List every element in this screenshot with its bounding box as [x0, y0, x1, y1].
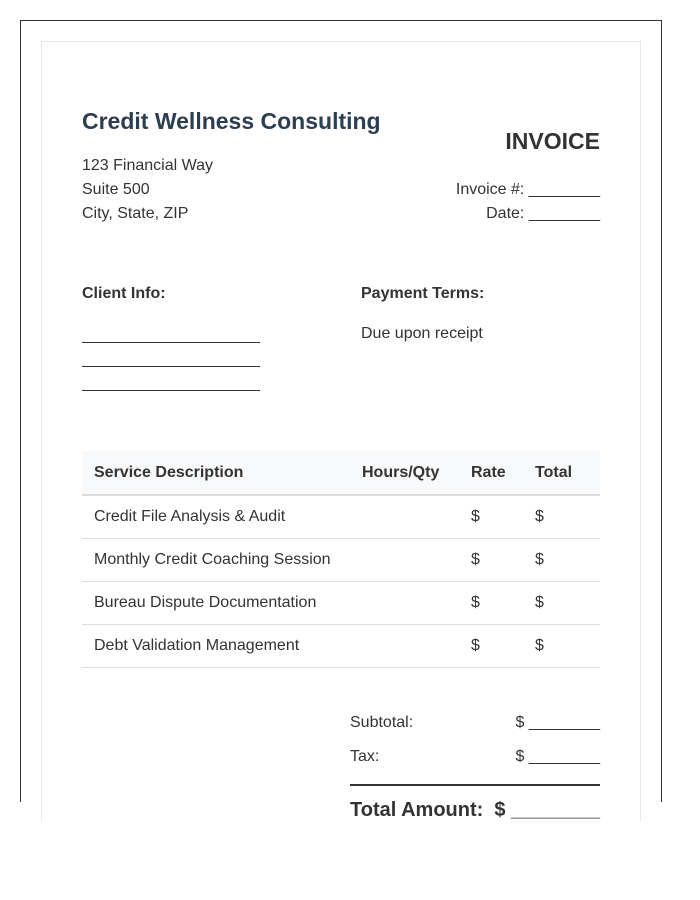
address-line-city: City, State, ZIP — [82, 205, 189, 222]
total-cell: $ — [535, 624, 600, 667]
payment-terms-heading: Payment Terms: — [361, 285, 485, 302]
client-blank-line — [82, 366, 260, 367]
rate-cell: $ — [471, 624, 535, 667]
service-description-cell: Bureau Dispute Documentation — [82, 581, 362, 624]
rate-cell: $ — [471, 581, 535, 624]
service-description-cell: Credit File Analysis & Audit — [82, 495, 362, 538]
payment-terms-text: Due upon receipt — [361, 325, 483, 342]
header-total: Total — [535, 451, 600, 495]
header-rate: Rate — [471, 451, 535, 495]
service-description-cell: Monthly Credit Coaching Session — [82, 538, 362, 581]
header-hours-qty: Hours/Qty — [362, 451, 471, 495]
page-frame — [20, 20, 662, 821]
invoice-sheet — [41, 41, 641, 821]
subtotal-label: Subtotal: — [350, 714, 414, 731]
service-description-cell: Debt Validation Management — [82, 624, 362, 667]
client-blank-line — [82, 390, 260, 391]
client-blank-line — [82, 342, 260, 343]
services-table — [82, 451, 600, 668]
total-amount-value: $ ________ — [494, 799, 600, 821]
table-header-row — [82, 451, 600, 495]
total-cell: $ — [535, 581, 600, 624]
company-name: Credit Wellness Consulting — [82, 108, 381, 134]
table-row — [82, 495, 600, 538]
total-amount-label: Total Amount: — [350, 799, 484, 821]
tax-value: $ ________ — [515, 748, 600, 765]
total-cell: $ — [535, 538, 600, 581]
total-cell: $ — [535, 495, 600, 538]
rate-cell: $ — [471, 538, 535, 581]
address-line-suite: Suite 500 — [82, 181, 150, 198]
address-line-street: 123 Financial Way — [82, 157, 214, 174]
client-info-heading: Client Info: — [82, 285, 166, 302]
totals-divider — [350, 784, 600, 786]
table-row — [82, 538, 600, 581]
hours-qty-cell — [362, 581, 471, 624]
invoice-date-field: Date: ________ — [486, 205, 600, 222]
invoice-number-field: Invoice #: ________ — [455, 181, 600, 198]
hours-qty-cell — [362, 495, 471, 538]
tax-label: Tax: — [350, 748, 380, 765]
header-service-description: Service Description — [82, 451, 362, 495]
subtotal-value: $ ________ — [515, 714, 600, 731]
hours-qty-cell — [362, 538, 471, 581]
table-row — [82, 624, 600, 667]
rate-cell: $ — [471, 495, 535, 538]
invoice-title: INVOICE — [505, 128, 600, 154]
table-row — [82, 581, 600, 624]
hours-qty-cell — [362, 624, 471, 667]
